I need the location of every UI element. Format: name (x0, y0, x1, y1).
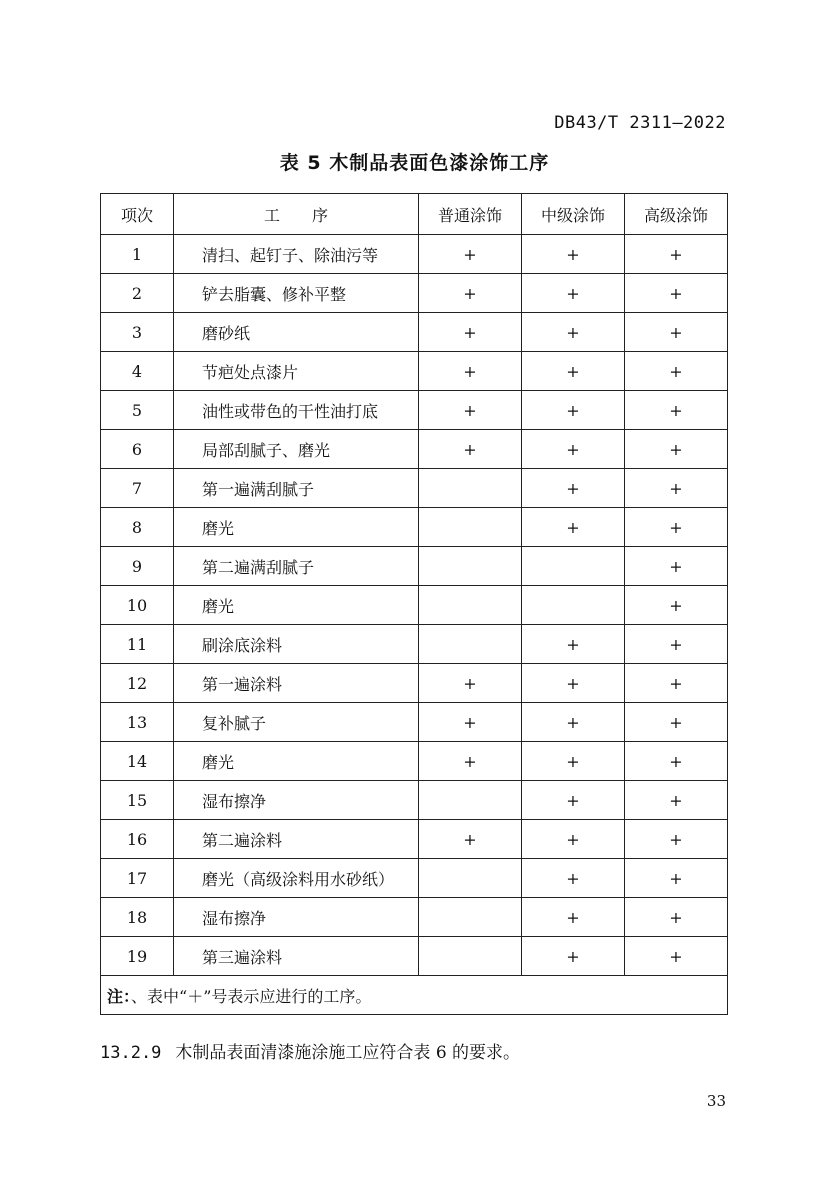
table-row (101, 508, 728, 547)
row-step: 磨光 (174, 586, 419, 625)
row-high-mark: + (625, 742, 728, 781)
row-high-mark: + (625, 430, 728, 469)
table-row (101, 469, 728, 508)
row-step: 铲去脂囊、修补平整 (174, 274, 419, 313)
table-row (101, 313, 728, 352)
table-row (101, 820, 728, 859)
clause-text: 木制品表面清漆施涂施工应符合表 6 的要求。 (175, 1043, 521, 1063)
row-item-no: 2 (101, 274, 174, 313)
row-common-mark: + (419, 274, 522, 313)
row-common-mark (419, 547, 522, 586)
row-common-mark: + (419, 430, 522, 469)
row-medium-mark: + (522, 742, 625, 781)
header-item-no: 项次 (101, 194, 174, 235)
row-item-no: 16 (101, 820, 174, 859)
row-step: 湿布擦净 (174, 898, 419, 937)
row-common-mark: + (419, 664, 522, 703)
row-high-mark: + (625, 898, 728, 937)
row-high-mark: + (625, 469, 728, 508)
row-high-mark: + (625, 781, 728, 820)
clause-paragraph (100, 1038, 520, 1063)
row-common-mark (419, 937, 522, 976)
row-step: 清扫、起钉子、除油污等 (174, 235, 419, 274)
row-step: 磨光 (174, 742, 419, 781)
row-high-mark: + (625, 508, 728, 547)
header-common-finish: 普通涂饰 (419, 194, 522, 235)
row-high-mark: + (625, 313, 728, 352)
row-item-no: 15 (101, 781, 174, 820)
row-high-mark: + (625, 547, 728, 586)
table-row (101, 235, 728, 274)
row-medium-mark: + (522, 391, 625, 430)
row-item-no: 3 (101, 313, 174, 352)
row-common-mark: + (419, 235, 522, 274)
table-row (101, 547, 728, 586)
row-item-no: 12 (101, 664, 174, 703)
row-item-no: 6 (101, 430, 174, 469)
row-common-mark: + (419, 391, 522, 430)
table-header-row (101, 194, 728, 235)
row-item-no: 4 (101, 352, 174, 391)
table-row (101, 664, 728, 703)
row-common-mark: + (419, 703, 522, 742)
row-common-mark: + (419, 313, 522, 352)
row-item-no: 18 (101, 898, 174, 937)
row-common-mark (419, 781, 522, 820)
table-row (101, 859, 728, 898)
table-body (101, 235, 728, 976)
row-medium-mark: + (522, 352, 625, 391)
row-high-mark: + (625, 625, 728, 664)
row-high-mark: + (625, 703, 728, 742)
row-medium-mark: + (522, 859, 625, 898)
row-item-no: 1 (101, 235, 174, 274)
row-step: 第二遍涂料 (174, 820, 419, 859)
row-item-no: 11 (101, 625, 174, 664)
row-step: 复补腻子 (174, 703, 419, 742)
header-step: 工 序 (174, 194, 419, 235)
header-medium-finish: 中级涂饰 (522, 194, 625, 235)
row-medium-mark: + (522, 430, 625, 469)
row-medium-mark: + (522, 898, 625, 937)
table-row (101, 430, 728, 469)
table-row (101, 898, 728, 937)
row-step: 磨光 (174, 508, 419, 547)
row-common-mark: + (419, 352, 522, 391)
row-item-no: 5 (101, 391, 174, 430)
row-item-no: 17 (101, 859, 174, 898)
row-high-mark: + (625, 586, 728, 625)
row-common-mark: + (419, 820, 522, 859)
row-medium-mark: + (522, 937, 625, 976)
row-high-mark: + (625, 664, 728, 703)
row-item-no: 10 (101, 586, 174, 625)
row-medium-mark: + (522, 781, 625, 820)
row-common-mark (419, 859, 522, 898)
table-title: 表 5 木制品表面色漆涂饰工序 (279, 152, 550, 174)
row-medium-mark: + (522, 703, 625, 742)
note-label: 注： (107, 986, 132, 1006)
row-item-no: 7 (101, 469, 174, 508)
row-step: 磨光（高级涂料用水砂纸） (174, 859, 419, 898)
row-medium-mark: + (522, 235, 625, 274)
row-medium-mark: + (522, 820, 625, 859)
row-item-no: 14 (101, 742, 174, 781)
note-cell (101, 976, 728, 1015)
table-row (101, 625, 728, 664)
row-item-no: 9 (101, 547, 174, 586)
row-common-mark (419, 898, 522, 937)
row-medium-mark: + (522, 469, 625, 508)
row-common-mark (419, 625, 522, 664)
row-item-no: 13 (101, 703, 174, 742)
row-high-mark: + (625, 937, 728, 976)
row-step: 节疤处点漆片 (174, 352, 419, 391)
page-number: 33 (706, 1092, 726, 1110)
row-medium-mark: + (522, 274, 625, 313)
row-item-no: 19 (101, 937, 174, 976)
document-code: DB43/T 2311—2022 (554, 113, 726, 133)
row-medium-mark: + (522, 508, 625, 547)
row-medium-mark: + (522, 313, 625, 352)
table-row (101, 586, 728, 625)
row-medium-mark (522, 586, 625, 625)
row-step: 油性或带色的干性油打底 (174, 391, 419, 430)
row-high-mark: + (625, 352, 728, 391)
row-step: 第一遍涂料 (174, 664, 419, 703)
row-high-mark: + (625, 391, 728, 430)
table-row (101, 703, 728, 742)
row-high-mark: + (625, 235, 728, 274)
table-row (101, 781, 728, 820)
row-step: 局部刮腻子、磨光 (174, 430, 419, 469)
note-row (101, 976, 728, 1015)
row-common-mark: + (419, 742, 522, 781)
row-common-mark (419, 508, 522, 547)
row-step: 磨砂纸 (174, 313, 419, 352)
process-table (100, 193, 728, 1015)
table-row (101, 274, 728, 313)
table-row (101, 391, 728, 430)
row-medium-mark: + (522, 664, 625, 703)
row-common-mark (419, 469, 522, 508)
row-step: 刷涂底涂料 (174, 625, 419, 664)
table-row (101, 742, 728, 781)
row-common-mark (419, 586, 522, 625)
row-step: 第二遍满刮腻子 (174, 547, 419, 586)
row-medium-mark: + (522, 625, 625, 664)
table-row (101, 352, 728, 391)
row-step: 湿布擦净 (174, 781, 419, 820)
row-step: 第一遍满刮腻子 (174, 469, 419, 508)
row-step: 第三遍涂料 (174, 937, 419, 976)
row-medium-mark (522, 547, 625, 586)
clause-number: 13.2.9 (100, 1043, 162, 1063)
table-row (101, 937, 728, 976)
row-high-mark: + (625, 274, 728, 313)
row-high-mark: + (625, 859, 728, 898)
row-high-mark: + (625, 820, 728, 859)
header-high-finish: 高级涂饰 (625, 194, 728, 235)
note-text: 、表中“＋”号表示应进行的工序。 (131, 986, 372, 1006)
row-item-no: 8 (101, 508, 174, 547)
